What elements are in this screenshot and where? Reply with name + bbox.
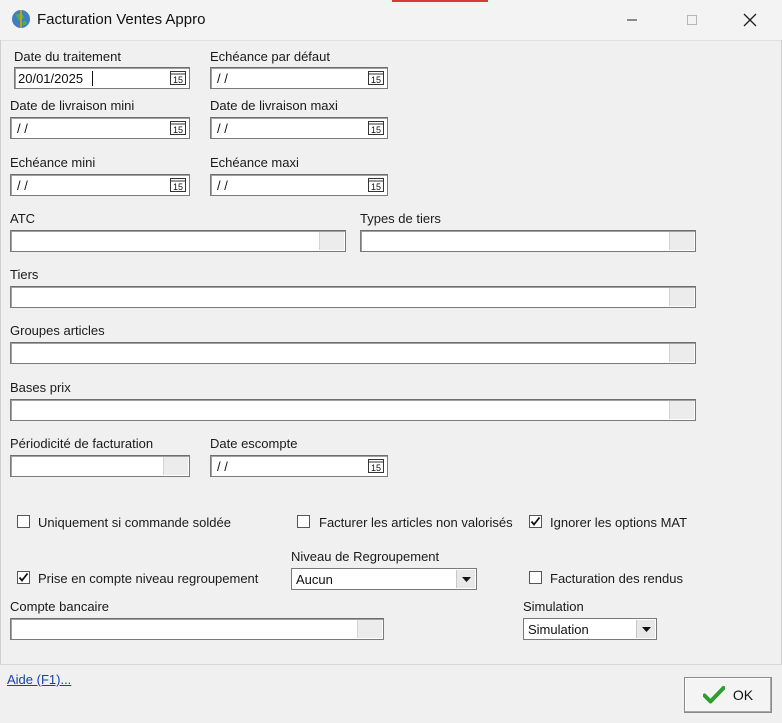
- prise-en-compte-label: Prise en compte niveau regroupement: [38, 571, 259, 586]
- calendar-icon-text: 15: [172, 75, 184, 85]
- periodicite-input[interactable]: [10, 455, 190, 477]
- periodicite-lookup-button[interactable]: [163, 457, 188, 475]
- echeance-defaut-label: Echéance par défaut: [210, 49, 330, 64]
- livraison-maxi-label: Date de livraison maxi: [210, 98, 338, 113]
- calendar-icon[interactable]: [367, 177, 385, 193]
- date-escompte-input[interactable]: [210, 455, 388, 477]
- date-traitement-label: Date du traitement: [14, 49, 121, 64]
- calendar-icon[interactable]: [367, 458, 385, 474]
- tiers-label: Tiers: [10, 267, 39, 282]
- ignorer-mat-checkbox[interactable]: [529, 515, 542, 528]
- echeance-mini-label: Echéance mini: [10, 155, 96, 170]
- calendar-icon-text: 15: [370, 75, 382, 85]
- calendar-icon-text: 15: [172, 125, 184, 135]
- window-title: Facturation Ventes Appro: [37, 11, 206, 28]
- livraison-mini-label: Date de livraison mini: [10, 98, 135, 113]
- niveau-regroupement-label: Niveau de Regroupement: [291, 549, 440, 564]
- close-icon: [743, 13, 757, 27]
- echeance-mini-value: / /: [17, 178, 28, 193]
- maximize-icon: [686, 14, 698, 26]
- calendar-icon-text: 15: [370, 463, 382, 473]
- tiers-lookup-button[interactable]: [669, 288, 694, 306]
- text-caret: [92, 71, 93, 86]
- app-icon: [10, 8, 32, 30]
- periodicite-label: Périodicité de facturation: [10, 436, 154, 451]
- groupes-articles-label: Groupes articles: [10, 323, 105, 338]
- ignorer-mat-label: Ignorer les options MAT: [550, 515, 688, 530]
- echeance-maxi-value: / /: [217, 178, 228, 193]
- rendus-label: Facturation des rendus: [550, 571, 683, 586]
- niveau-regroupement-select[interactable]: [291, 568, 477, 590]
- non-valorises-label: Facturer les articles non valorisés: [319, 515, 513, 530]
- calendar-icon[interactable]: [169, 177, 187, 193]
- commande-soldee-label: Uniquement si commande soldée: [38, 515, 231, 530]
- title-accent: [392, 0, 488, 2]
- checkmark-icon: [18, 572, 29, 583]
- compte-bancaire-input[interactable]: [10, 618, 384, 640]
- maximize-button[interactable]: [662, 0, 722, 40]
- date-escompte-label: Date escompte: [210, 436, 298, 451]
- simulation-label: Simulation: [523, 599, 584, 614]
- calendar-icon[interactable]: [169, 70, 187, 86]
- bases-prix-label: Bases prix: [10, 380, 71, 395]
- types-tiers-input[interactable]: [360, 230, 696, 252]
- chevron-down-icon[interactable]: [636, 620, 655, 638]
- minimize-icon: [626, 14, 638, 26]
- simulation-select[interactable]: [523, 618, 657, 640]
- help-link[interactable]: Aide (F1)...: [7, 672, 72, 687]
- calendar-icon-text: 15: [370, 125, 382, 135]
- groupes-articles-input[interactable]: [10, 342, 696, 364]
- prise-en-compte-checkbox[interactable]: [17, 571, 30, 584]
- commande-soldee-checkbox[interactable]: [17, 515, 30, 528]
- calendar-icon-text: 15: [172, 182, 184, 192]
- calendar-icon[interactable]: [367, 70, 385, 86]
- groupes-articles-lookup-button[interactable]: [669, 344, 694, 362]
- livraison-maxi-value: / /: [217, 121, 228, 136]
- compte-bancaire-lookup-button[interactable]: [357, 620, 382, 638]
- checkmark-icon: [530, 516, 541, 527]
- atc-lookup-button[interactable]: [319, 232, 344, 250]
- livraison-maxi-input[interactable]: [210, 117, 388, 139]
- livraison-mini-value: / /: [17, 121, 28, 136]
- atc-label: ATC: [10, 211, 36, 226]
- types-tiers-lookup-button[interactable]: [669, 232, 694, 250]
- compte-bancaire-label: Compte bancaire: [10, 599, 109, 614]
- minimize-button[interactable]: [602, 0, 662, 40]
- check-icon: [703, 686, 725, 704]
- date-traitement-value: 20/01/2025: [18, 71, 84, 86]
- calendar-icon-text: 15: [370, 182, 382, 192]
- title-bar: [0, 0, 782, 41]
- echeance-defaut-value: / /: [217, 71, 228, 86]
- date-traitement-input[interactable]: [14, 67, 190, 89]
- types-tiers-label: Types de tiers: [360, 211, 441, 226]
- echeance-maxi-label: Echéance maxi: [210, 155, 299, 170]
- calendar-icon[interactable]: [169, 120, 187, 136]
- echeance-mini-input[interactable]: [10, 174, 190, 196]
- tiers-input[interactable]: [10, 286, 696, 308]
- bases-prix-input[interactable]: [10, 399, 696, 421]
- dialog-footer: [0, 664, 782, 723]
- niveau-regroupement-value: Aucun: [296, 572, 333, 587]
- bases-prix-lookup-button[interactable]: [669, 401, 694, 419]
- date-escompte-value: / /: [217, 459, 228, 474]
- close-button[interactable]: [720, 0, 780, 40]
- simulation-value: Simulation: [528, 622, 589, 637]
- ok-button[interactable]: [684, 677, 772, 713]
- ok-label: OK: [732, 687, 754, 703]
- calendar-icon[interactable]: [367, 120, 385, 136]
- echeance-defaut-input[interactable]: [210, 67, 388, 89]
- non-valorises-checkbox[interactable]: [297, 515, 310, 528]
- echeance-maxi-input[interactable]: [210, 174, 388, 196]
- atc-input[interactable]: [10, 230, 346, 252]
- chevron-down-icon[interactable]: [456, 570, 475, 588]
- livraison-mini-input[interactable]: [10, 117, 190, 139]
- rendus-checkbox[interactable]: [529, 571, 542, 584]
